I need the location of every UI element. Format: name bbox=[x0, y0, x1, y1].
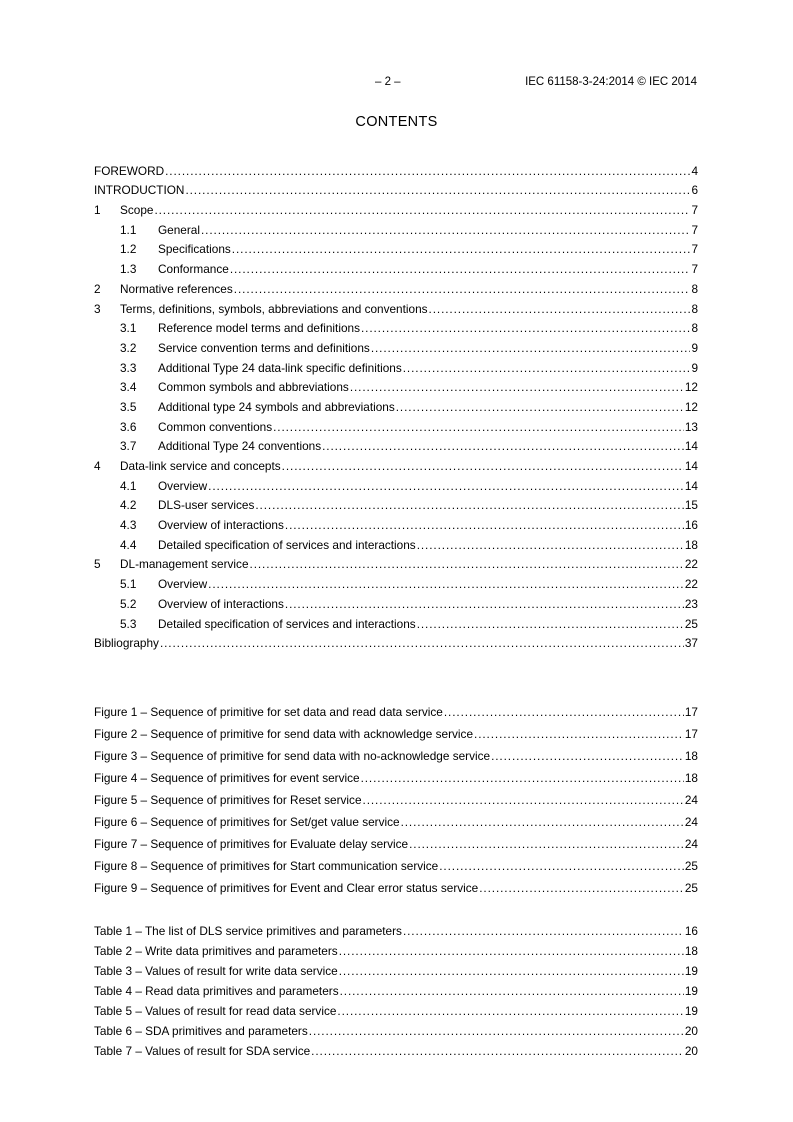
entry-page-number: 8 bbox=[691, 281, 698, 296]
toc-entry[interactable] bbox=[94, 414, 698, 434]
entry-number: 1.1 bbox=[120, 222, 137, 237]
entry-number: 5.3 bbox=[120, 616, 137, 631]
toc-entry[interactable] bbox=[94, 473, 698, 493]
toc-entry[interactable] bbox=[94, 741, 698, 763]
entry-page-number: 13 bbox=[684, 419, 698, 434]
entry-title: Figure 8 – Sequence of primitives for Start communication service bbox=[94, 859, 439, 873]
dot-leader bbox=[165, 164, 690, 178]
entry-number: 5.2 bbox=[120, 596, 137, 611]
toc-entry[interactable] bbox=[94, 873, 698, 895]
entry-page-number: 18 bbox=[684, 771, 698, 785]
entry-page-number: 24 bbox=[684, 837, 698, 851]
entry-title: Common symbols and abbreviations bbox=[158, 380, 349, 395]
entry-title: Overview of interactions bbox=[158, 596, 284, 611]
dot-leader bbox=[444, 705, 684, 719]
dot-leader bbox=[396, 400, 684, 414]
entry-page-number: 19 bbox=[684, 984, 698, 998]
dot-leader bbox=[337, 1004, 683, 1018]
entry-title: FOREWORD bbox=[94, 163, 165, 178]
toc-entry[interactable] bbox=[94, 434, 698, 454]
toc-entry[interactable] bbox=[94, 785, 698, 807]
dot-leader bbox=[474, 727, 684, 741]
toc-entry[interactable] bbox=[94, 763, 698, 785]
dot-leader bbox=[201, 223, 690, 237]
entry-page-number: 14 bbox=[684, 439, 698, 454]
page-title: CONTENTS bbox=[355, 114, 438, 130]
entry-page-number: 14 bbox=[684, 478, 698, 493]
entry-number: 4.2 bbox=[120, 498, 137, 513]
entry-title: Additional Type 24 data-link specific definitions bbox=[158, 360, 402, 375]
entry-page-number: 6 bbox=[691, 183, 698, 198]
entry-title: Terms, definitions, symbols, abbreviations and conventions bbox=[120, 301, 428, 316]
entry-page-number: 19 bbox=[684, 1004, 698, 1018]
entry-page-number: 22 bbox=[684, 577, 698, 592]
entry-title: Service convention terms and definitions bbox=[158, 340, 370, 355]
entry-title: Reference model terms and definitions bbox=[158, 321, 360, 336]
toc-entry[interactable] bbox=[94, 571, 698, 591]
entry-number: 3.7 bbox=[120, 439, 137, 454]
toc-entry[interactable] bbox=[94, 276, 698, 296]
toc-entry[interactable] bbox=[94, 217, 698, 237]
entry-page-number: 8 bbox=[691, 321, 698, 336]
toc-entry[interactable] bbox=[94, 552, 698, 572]
toc-entry[interactable] bbox=[94, 335, 698, 355]
entry-page-number: 8 bbox=[691, 301, 698, 316]
toc-entry[interactable] bbox=[94, 697, 698, 719]
entry-page-number: 18 bbox=[684, 749, 698, 763]
dot-leader bbox=[361, 771, 684, 785]
entry-number: 1.3 bbox=[120, 262, 137, 277]
entry-title: Table 5 – Values of result for read data service bbox=[94, 1004, 337, 1018]
entry-title: General bbox=[158, 222, 200, 237]
dot-leader bbox=[361, 321, 690, 335]
entry-page-number: 16 bbox=[684, 924, 698, 938]
dot-leader bbox=[417, 538, 684, 552]
entry-page-number: 16 bbox=[684, 518, 698, 533]
page-header bbox=[0, 76, 793, 92]
entry-page-number: 19 bbox=[684, 964, 698, 978]
entry-number: 3.6 bbox=[120, 419, 137, 434]
entry-page-number: 22 bbox=[684, 557, 698, 572]
toc-entry[interactable] bbox=[94, 978, 698, 998]
entry-page-number: 37 bbox=[684, 636, 698, 651]
dot-leader bbox=[273, 420, 684, 434]
entry-page-number: 7 bbox=[691, 222, 698, 237]
entry-number: 3.1 bbox=[120, 321, 137, 336]
toc-entry[interactable] bbox=[94, 918, 698, 938]
entry-number: 3.3 bbox=[120, 360, 137, 375]
dot-leader bbox=[339, 964, 684, 978]
entry-number: 5.1 bbox=[120, 577, 137, 592]
toc-entry[interactable] bbox=[94, 237, 698, 257]
dot-leader bbox=[371, 341, 691, 355]
entry-page-number: 25 bbox=[684, 616, 698, 631]
entry-number: 2 bbox=[94, 281, 101, 296]
dot-leader bbox=[322, 439, 684, 453]
dot-leader bbox=[234, 282, 691, 296]
entry-page-number: 14 bbox=[684, 459, 698, 473]
dot-leader bbox=[403, 361, 691, 375]
dot-leader bbox=[208, 479, 684, 493]
entry-title: Table 1 – The list of DLS service primitives and parameters bbox=[94, 924, 402, 938]
list-of-tables bbox=[94, 918, 698, 1058]
entry-title: Overview bbox=[158, 478, 208, 493]
dot-leader bbox=[232, 242, 691, 256]
entry-title: Figure 5 – Sequence of primitives for Reset service bbox=[94, 793, 362, 807]
document-reference: IEC 61158-3-24:2014 © IEC 2014 bbox=[525, 76, 697, 88]
dot-leader bbox=[208, 577, 684, 591]
entry-title: Overview bbox=[158, 577, 208, 592]
entry-title: Table 3 – Values of result for write data service bbox=[94, 964, 338, 978]
entry-page-number: 9 bbox=[691, 360, 698, 375]
toc-entry[interactable] bbox=[94, 591, 698, 611]
entry-title: DL-management service bbox=[120, 557, 249, 572]
entry-title: INTRODUCTION bbox=[94, 183, 185, 198]
entry-page-number: 7 bbox=[691, 203, 698, 218]
entry-page-number: 12 bbox=[684, 399, 698, 414]
toc-entry[interactable] bbox=[94, 316, 698, 336]
entry-page-number: 25 bbox=[684, 859, 698, 873]
dot-leader bbox=[409, 837, 684, 851]
entry-page-number: 18 bbox=[684, 944, 698, 958]
toc-entry[interactable] bbox=[94, 631, 698, 651]
toc-entry[interactable] bbox=[94, 493, 698, 513]
dot-leader bbox=[479, 881, 684, 895]
entry-page-number: 23 bbox=[684, 596, 698, 611]
entry-title: Conformance bbox=[158, 262, 229, 277]
entry-number: 4 bbox=[94, 459, 101, 473]
toc-entry[interactable] bbox=[94, 998, 698, 1018]
entry-page-number: 24 bbox=[684, 815, 698, 829]
toc-entry[interactable] bbox=[94, 512, 698, 532]
entry-title: Table 4 – Read data primitives and parameters bbox=[94, 984, 339, 998]
entry-page-number: 7 bbox=[691, 262, 698, 277]
entry-page-number: 25 bbox=[684, 881, 698, 895]
entry-number: 3.4 bbox=[120, 380, 137, 395]
entry-title: Figure 3 – Sequence of primitive for send data with no-acknowledge service bbox=[94, 749, 491, 763]
entry-page-number: 24 bbox=[684, 793, 698, 807]
entry-title: Table 7 – Values of result for SDA service bbox=[94, 1044, 311, 1058]
entry-page-number: 4 bbox=[691, 163, 698, 178]
toc-entry[interactable] bbox=[94, 851, 698, 873]
entry-page-number: 17 bbox=[684, 727, 698, 741]
dot-leader bbox=[417, 617, 684, 631]
toc-entry[interactable] bbox=[94, 197, 698, 217]
entry-title: Figure 2 – Sequence of primitive for send data with acknowledge service bbox=[94, 727, 474, 741]
entry-title: Detailed specification of services and interactions bbox=[158, 616, 416, 631]
entry-title: Table 2 – Write data primitives and parameters bbox=[94, 944, 338, 958]
toc-entry[interactable] bbox=[94, 532, 698, 552]
dot-leader bbox=[285, 518, 684, 532]
toc-entry[interactable] bbox=[94, 256, 698, 276]
entry-page-number: 17 bbox=[684, 705, 698, 719]
entry-title: Figure 9 – Sequence of primitives for Event and Clear error status service bbox=[94, 881, 479, 895]
dot-leader bbox=[339, 944, 684, 958]
entry-title: Data-link service and concepts bbox=[120, 459, 281, 473]
toc-entry[interactable] bbox=[94, 355, 698, 375]
toc-entry[interactable] bbox=[94, 296, 698, 316]
entry-page-number: 12 bbox=[684, 380, 698, 395]
entry-page-number: 9 bbox=[691, 340, 698, 355]
entry-title: Common conventions bbox=[158, 419, 273, 434]
entry-title: Normative references bbox=[120, 281, 233, 296]
entry-page-number: 18 bbox=[684, 537, 698, 552]
entry-title: Figure 4 – Sequence of primitives for event service bbox=[94, 771, 360, 785]
entry-number: 3.5 bbox=[120, 399, 137, 414]
table-of-contents bbox=[94, 158, 698, 650]
dot-leader bbox=[309, 1024, 684, 1038]
dot-leader bbox=[429, 302, 691, 316]
entry-title: Detailed specification of services and interactions bbox=[158, 537, 416, 552]
entry-title: Table 6 – SDA primitives and parameters bbox=[94, 1024, 308, 1038]
entry-number: 3.2 bbox=[120, 340, 137, 355]
entry-number: 4.4 bbox=[120, 537, 137, 552]
dot-leader bbox=[403, 924, 684, 938]
toc-entry[interactable] bbox=[94, 958, 698, 978]
dot-leader bbox=[255, 498, 684, 512]
entry-number: 3 bbox=[94, 301, 101, 316]
toc-entry[interactable] bbox=[94, 938, 698, 958]
entry-title: Additional type 24 symbols and abbreviations bbox=[158, 399, 395, 414]
dot-leader bbox=[285, 597, 684, 611]
toc-entry[interactable] bbox=[94, 375, 698, 395]
entry-title: Figure 7 – Sequence of primitives for Evaluate delay service bbox=[94, 837, 409, 851]
dot-leader bbox=[160, 636, 684, 650]
list-of-figures bbox=[94, 697, 698, 895]
toc-entry[interactable] bbox=[94, 807, 698, 829]
dot-leader bbox=[185, 183, 690, 197]
entry-page-number: 15 bbox=[684, 498, 698, 513]
entry-title: Additional Type 24 conventions bbox=[158, 439, 322, 454]
entry-page-number: 20 bbox=[684, 1024, 698, 1038]
toc-entry[interactable] bbox=[94, 611, 698, 631]
toc-entry[interactable] bbox=[94, 178, 698, 198]
entry-number: 4.3 bbox=[120, 518, 137, 533]
toc-entry[interactable] bbox=[94, 453, 698, 473]
dot-leader bbox=[230, 262, 691, 276]
dot-leader bbox=[340, 984, 684, 998]
toc-entry[interactable] bbox=[94, 158, 698, 178]
dot-leader bbox=[350, 380, 684, 394]
page-number: – 2 – bbox=[375, 76, 401, 88]
entry-title: DLS-user services bbox=[158, 498, 255, 513]
entry-title: Figure 6 – Sequence of primitives for Set/get value service bbox=[94, 815, 400, 829]
entry-title: Bibliography bbox=[94, 636, 159, 651]
entry-page-number: 7 bbox=[691, 242, 698, 257]
dot-leader bbox=[401, 815, 684, 829]
dot-leader bbox=[282, 459, 684, 473]
toc-entry[interactable] bbox=[94, 394, 698, 414]
entry-number: 5 bbox=[94, 557, 101, 572]
dot-leader bbox=[154, 203, 690, 217]
dot-leader bbox=[311, 1044, 684, 1058]
entry-title: Figure 1 – Sequence of primitive for set data and read data service bbox=[94, 705, 443, 719]
entry-number: 4.1 bbox=[120, 478, 137, 493]
dot-leader bbox=[491, 749, 684, 763]
entry-title: Specifications bbox=[158, 242, 231, 257]
entry-title: Scope bbox=[120, 203, 154, 218]
entry-number: 1 bbox=[94, 203, 101, 218]
dot-leader bbox=[439, 859, 684, 873]
entry-page-number: 20 bbox=[684, 1044, 698, 1058]
entry-number: 1.2 bbox=[120, 242, 137, 257]
toc-entry[interactable] bbox=[94, 1038, 698, 1058]
toc-entry[interactable] bbox=[94, 829, 698, 851]
toc-entry[interactable] bbox=[94, 719, 698, 741]
entry-title: Overview of interactions bbox=[158, 518, 284, 533]
dot-leader bbox=[250, 557, 684, 571]
toc-entry[interactable] bbox=[94, 1018, 698, 1038]
dot-leader bbox=[363, 793, 684, 807]
